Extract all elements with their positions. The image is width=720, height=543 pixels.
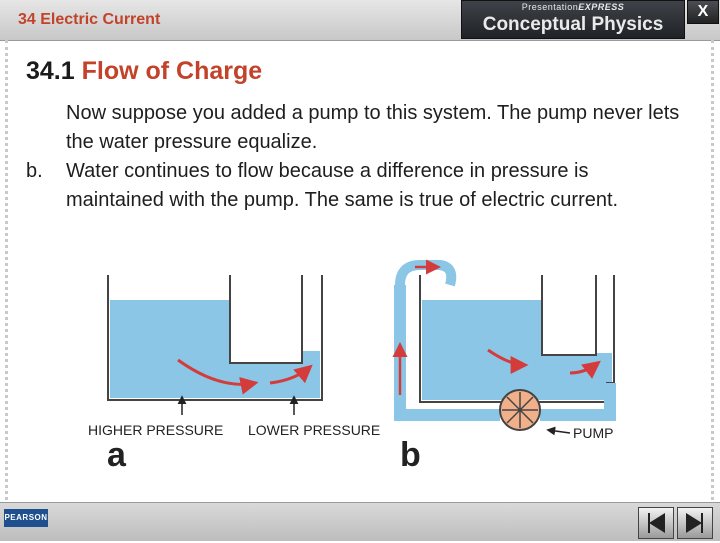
slide-title xyxy=(26,57,262,86)
panel-b-label: b xyxy=(400,436,421,474)
left-dotted-border xyxy=(5,40,8,500)
water-region xyxy=(110,300,230,398)
product-logo xyxy=(461,0,685,39)
figure-panel-a xyxy=(88,275,380,474)
pump-blade xyxy=(502,392,538,428)
publisher-logo: PEARSON xyxy=(4,509,48,527)
paragraph-text: Water continues to flow because a difference in pressure is maintained with the pump. The same is true of electric current. xyxy=(66,160,619,211)
footer-bar xyxy=(0,502,720,541)
paragraph-marker: b. xyxy=(26,160,43,182)
slide-title-number: 34.1 xyxy=(26,57,75,85)
chapter-title: 34 Electric Current xyxy=(18,11,161,28)
paragraph-text: Now suppose you added a pump to this system. The pump never lets the water pressure equalize. xyxy=(66,102,680,153)
right-dotted-border xyxy=(711,40,714,500)
water-region xyxy=(302,351,320,363)
figure-panel-b xyxy=(400,265,614,474)
arrow-right-icon xyxy=(678,508,712,538)
lower-pressure-label: LOWER PRESSURE xyxy=(248,422,381,438)
water-region xyxy=(542,353,612,400)
previous-slide-button[interactable] xyxy=(638,507,674,539)
next-slide-button[interactable] xyxy=(677,507,713,539)
water-region xyxy=(422,300,542,400)
divider-wall xyxy=(230,275,302,363)
pump-label: PUMP xyxy=(573,425,614,441)
slide-title-text: Flow of Charge xyxy=(81,57,263,85)
pump-pointer xyxy=(548,430,570,433)
arrow-left-icon xyxy=(639,508,673,538)
logo-subtitle: PresentationEXPRESS xyxy=(521,2,625,12)
logo-title: Conceptual Physics xyxy=(482,14,664,35)
divider-wall xyxy=(542,275,596,355)
paragraph-b xyxy=(26,157,686,215)
water-pressure-figure xyxy=(70,255,650,475)
panel-a-label: a xyxy=(107,436,126,474)
slide-body xyxy=(26,99,686,215)
header-bar xyxy=(0,0,720,41)
paragraph-pump xyxy=(26,99,686,157)
close-button[interactable]: X xyxy=(687,0,719,24)
higher-pressure-label: HIGHER PRESSURE xyxy=(88,422,224,438)
